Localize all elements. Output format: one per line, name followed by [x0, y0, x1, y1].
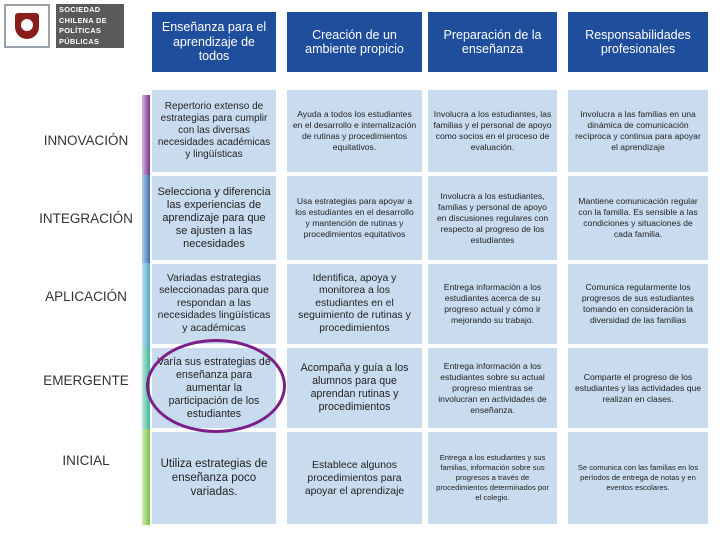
table-cell: Entrega información a los estudiantes acerca de su progreso actual y cómo ir mejorando su trabajo.: [428, 264, 557, 344]
logo-text: [56, 4, 124, 48]
crest-frame: [4, 4, 50, 48]
table-cell: Entrega a los estudiantes y sus familias, información sobre sus progresos a través de procedimientos determinados por el colegio.: [428, 432, 557, 524]
table-cell: Comunica regularmente los progresos de sus estudiantes tomando en consideración la diversidad de las familias: [568, 264, 708, 344]
table-cell: Comparte el progreso de los estudiantes y las actividades que realizan en clases.: [568, 348, 708, 428]
table-cell: Involucra a los estudiantes, familias y personal de apoyo en discusiones regulares con respecto al progreso de los estudiantes: [428, 176, 557, 260]
table-cell: Se comunica con las familias en los períodos de entrega de notas y en eventos escolares.: [568, 432, 708, 524]
table-cell: Entrega información a los estudiantes sobre su actual progreso mientras se involucran en actividades de enseñanza.: [428, 348, 557, 428]
table-cell: Utiliza estrategias de enseñanza poco variadas.: [152, 432, 276, 524]
table-cell: Establece algunos procedimientos para apoyar el aprendizaje: [287, 432, 422, 524]
level-strip: [142, 175, 150, 263]
column-header: Responsabilidades profesionales: [568, 12, 708, 72]
column-header: Preparación de la enseñanza: [428, 12, 557, 72]
level-label: EMERGENTE: [43, 372, 129, 388]
table-cell: Acompaña y guía a los alumnos para que aprendan rutinas y procedimientos: [287, 348, 422, 428]
level-label: INTEGRACIÓN: [39, 210, 133, 226]
level-label: INICIAL: [62, 452, 110, 468]
table-cell: Selecciona y diferencia las experiencias de aprendizaje para que se ajusten a las necesidades: [152, 176, 276, 260]
level-label: APLICACIÓN: [45, 288, 127, 304]
logo: [4, 4, 122, 48]
level-label: INNOVACIÓN: [43, 132, 129, 148]
level-strip: [142, 263, 150, 347]
table-cell: Usa estrategias para apoyar a los estudiantes en el desarrollo y mantención de rutinas y procedimientos equitativos: [287, 176, 422, 260]
level-strip: [142, 347, 150, 429]
logo-line: PÚBLICAS: [59, 36, 100, 46]
logo-line: SOCIEDAD: [59, 5, 101, 14]
table-cell: Identifica, apoya y monitorea a los estudiantes en el seguimiento de rutinas y procedimientos: [287, 264, 422, 344]
column-header: Creación de un ambiente propicio: [287, 12, 422, 72]
logo-line: CHILENA DE: [59, 15, 107, 25]
table-cell: Involucra a las familias en una dinámica de comunicación recíproca y continua para apoyar el aprendizaje: [568, 90, 708, 172]
table-cell: Mantiene comunicación regular con la familia. Es sensible a las condiciones y situaciones de cada familia.: [568, 176, 708, 260]
crest-icon: [15, 13, 39, 39]
level-strip: [142, 429, 150, 525]
table-cell: Variadas estrategias seleccionadas para que respondan a las necesidades lingüísticas y académicas: [152, 264, 276, 344]
table-cell: Varía sus estrategias de enseñanza para aumentar la participación de los estudiantes: [152, 348, 276, 428]
level-strip: [142, 95, 150, 175]
table-cell: Repertorio extenso de estrategias para cumplir con las diversas necesidades académicas y lingüísticas: [152, 90, 276, 172]
table-cell: Involucra a los estudiantes, las familias y el personal de apoyo como socios en el proceso de evaluación.: [428, 90, 557, 172]
table-cell: Ayuda a todos los estudiantes en el desarrollo e internalización de rutinas y procedimientos equitativos.: [287, 90, 422, 172]
logo-line: POLÍTICAS: [59, 26, 102, 36]
column-header: Enseñanza para el aprendizaje de todos: [152, 12, 276, 72]
